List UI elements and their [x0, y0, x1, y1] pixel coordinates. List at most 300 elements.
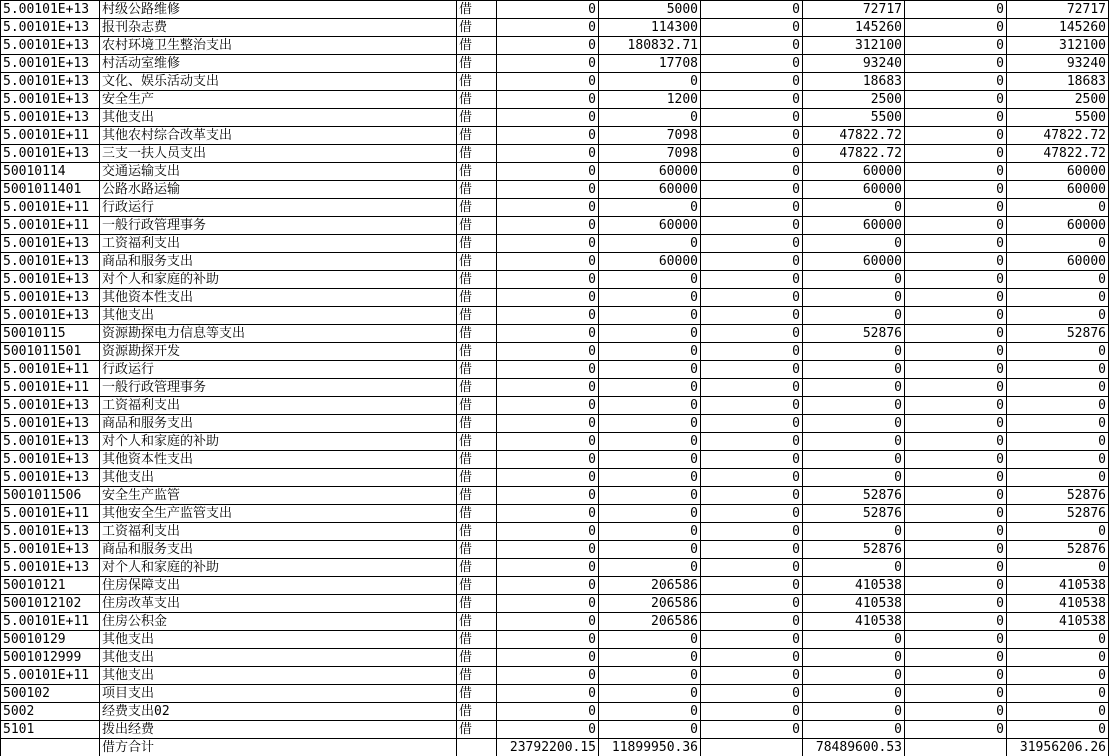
account-code-cell[interactable]: 5.00101E+11	[1, 379, 100, 397]
col4-cell[interactable]: 0	[497, 361, 599, 379]
col8-cell[interactable]: 0	[905, 55, 1007, 73]
col9-cell[interactable]: 0	[1007, 523, 1109, 541]
direction-cell[interactable]: 借	[457, 379, 497, 397]
col4-cell[interactable]: 0	[497, 289, 599, 307]
col7-cell[interactable]: 47822.72	[803, 127, 905, 145]
col6-cell[interactable]: 0	[701, 37, 803, 55]
account-name-cell[interactable]: 其他支出	[100, 667, 457, 685]
col9-cell[interactable]: 93240	[1007, 55, 1109, 73]
account-code-cell[interactable]: 5.00101E+13	[1, 55, 100, 73]
col6-cell[interactable]: 0	[701, 541, 803, 559]
direction-cell[interactable]: 借	[457, 37, 497, 55]
col4-cell[interactable]: 0	[497, 613, 599, 631]
col4-cell[interactable]: 0	[497, 415, 599, 433]
col5-cell[interactable]: 7098	[599, 127, 701, 145]
col4-cell[interactable]: 0	[497, 55, 599, 73]
account-name-cell[interactable]: 对个人和家庭的补助	[100, 559, 457, 577]
col9-cell[interactable]: 145260	[1007, 19, 1109, 37]
col6-cell[interactable]: 0	[701, 415, 803, 433]
col5-cell[interactable]: 0	[599, 307, 701, 325]
col8-cell[interactable]: 0	[905, 271, 1007, 289]
col5-cell[interactable]: 0	[599, 415, 701, 433]
col5-cell[interactable]: 0	[599, 397, 701, 415]
account-code-cell[interactable]: 5.00101E+13	[1, 91, 100, 109]
col5-cell[interactable]: 0	[599, 685, 701, 703]
account-name-cell[interactable]: 村活动室维修	[100, 55, 457, 73]
col8-cell[interactable]: 0	[905, 73, 1007, 91]
col9-cell[interactable]: 72717	[1007, 1, 1109, 19]
col9-cell[interactable]: 31956206.26	[1007, 739, 1109, 756]
col6-cell[interactable]: 0	[701, 685, 803, 703]
col4-cell[interactable]: 0	[497, 379, 599, 397]
direction-cell[interactable]: 借	[457, 523, 497, 541]
col4-cell[interactable]: 0	[497, 451, 599, 469]
direction-cell[interactable]: 借	[457, 109, 497, 127]
direction-cell[interactable]: 借	[457, 577, 497, 595]
col5-cell[interactable]: 0	[599, 235, 701, 253]
col5-cell[interactable]: 17708	[599, 55, 701, 73]
account-name-cell[interactable]: 其他支出	[100, 469, 457, 487]
account-name-cell[interactable]: 安全生产	[100, 91, 457, 109]
account-code-cell[interactable]: 5.00101E+11	[1, 127, 100, 145]
col4-cell[interactable]: 0	[497, 73, 599, 91]
col7-cell[interactable]: 60000	[803, 217, 905, 235]
account-name-cell[interactable]: 对个人和家庭的补助	[100, 433, 457, 451]
account-code-cell[interactable]: 50010129	[1, 631, 100, 649]
col4-cell[interactable]: 0	[497, 577, 599, 595]
account-code-cell[interactable]: 5.00101E+11	[1, 199, 100, 217]
col5-cell[interactable]: 180832.71	[599, 37, 701, 55]
col8-cell[interactable]: 0	[905, 631, 1007, 649]
direction-cell[interactable]: 借	[457, 595, 497, 613]
col9-cell[interactable]: 410538	[1007, 577, 1109, 595]
account-code-cell[interactable]	[1, 739, 100, 756]
direction-cell[interactable]: 借	[457, 271, 497, 289]
col5-cell[interactable]: 206586	[599, 595, 701, 613]
col8-cell[interactable]: 0	[905, 577, 1007, 595]
direction-cell[interactable]: 借	[457, 19, 497, 37]
col8-cell[interactable]: 0	[905, 613, 1007, 631]
col6-cell[interactable]: 0	[701, 73, 803, 91]
col7-cell[interactable]: 0	[803, 361, 905, 379]
account-code-cell[interactable]: 5101	[1, 721, 100, 739]
account-code-cell[interactable]: 5.00101E+13	[1, 289, 100, 307]
col8-cell[interactable]: 0	[905, 703, 1007, 721]
col8-cell[interactable]: 0	[905, 505, 1007, 523]
col6-cell[interactable]: 0	[701, 613, 803, 631]
col9-cell[interactable]: 0	[1007, 289, 1109, 307]
col6-cell[interactable]: 0	[701, 55, 803, 73]
col8-cell[interactable]: 0	[905, 307, 1007, 325]
col9-cell[interactable]: 0	[1007, 667, 1109, 685]
account-code-cell[interactable]: 5.00101E+13	[1, 541, 100, 559]
col4-cell[interactable]: 0	[497, 703, 599, 721]
account-code-cell[interactable]: 5.00101E+13	[1, 271, 100, 289]
col8-cell[interactable]: 0	[905, 523, 1007, 541]
account-code-cell[interactable]: 5.00101E+11	[1, 505, 100, 523]
col9-cell[interactable]: 18683	[1007, 73, 1109, 91]
account-name-cell[interactable]: 项目支出	[100, 685, 457, 703]
account-name-cell[interactable]: 安全生产监管	[100, 487, 457, 505]
col9-cell[interactable]: 52876	[1007, 325, 1109, 343]
col8-cell[interactable]: 0	[905, 649, 1007, 667]
col6-cell[interactable]: 0	[701, 505, 803, 523]
col4-cell[interactable]: 23792200.15	[497, 739, 599, 756]
account-code-cell[interactable]: 50010115	[1, 325, 100, 343]
col9-cell[interactable]: 5500	[1007, 109, 1109, 127]
col6-cell[interactable]: 0	[701, 163, 803, 181]
account-name-cell[interactable]: 工资福利支出	[100, 397, 457, 415]
col8-cell[interactable]: 0	[905, 163, 1007, 181]
col6-cell[interactable]: 0	[701, 253, 803, 271]
col4-cell[interactable]: 0	[497, 469, 599, 487]
direction-cell[interactable]: 借	[457, 451, 497, 469]
account-name-cell[interactable]: 拨出经费	[100, 721, 457, 739]
direction-cell[interactable]: 借	[457, 487, 497, 505]
account-name-cell[interactable]: 村级公路维修	[100, 1, 457, 19]
col6-cell[interactable]: 0	[701, 19, 803, 37]
account-code-cell[interactable]: 5001012102	[1, 595, 100, 613]
col6-cell[interactable]: 0	[701, 199, 803, 217]
account-name-cell[interactable]: 交通运输支出	[100, 163, 457, 181]
account-name-cell[interactable]: 农村环境卫生整治支出	[100, 37, 457, 55]
col9-cell[interactable]: 0	[1007, 469, 1109, 487]
account-code-cell[interactable]: 5.00101E+11	[1, 613, 100, 631]
account-name-cell[interactable]: 报刊杂志费	[100, 19, 457, 37]
direction-cell[interactable]: 借	[457, 721, 497, 739]
account-code-cell[interactable]: 5.00101E+13	[1, 523, 100, 541]
col9-cell[interactable]: 0	[1007, 307, 1109, 325]
col8-cell[interactable]: 0	[905, 145, 1007, 163]
col5-cell[interactable]: 60000	[599, 217, 701, 235]
col9-cell[interactable]: 52876	[1007, 541, 1109, 559]
account-code-cell[interactable]: 5.00101E+13	[1, 109, 100, 127]
direction-cell[interactable]: 借	[457, 541, 497, 559]
col7-cell[interactable]: 78489600.53	[803, 739, 905, 756]
direction-cell[interactable]: 借	[457, 289, 497, 307]
col5-cell[interactable]: 206586	[599, 613, 701, 631]
account-code-cell[interactable]: 5.00101E+13	[1, 307, 100, 325]
col4-cell[interactable]: 0	[497, 19, 599, 37]
col4-cell[interactable]: 0	[497, 253, 599, 271]
col6-cell[interactable]: 0	[701, 577, 803, 595]
col5-cell[interactable]: 0	[599, 523, 701, 541]
account-code-cell[interactable]: 5.00101E+13	[1, 415, 100, 433]
col5-cell[interactable]: 60000	[599, 253, 701, 271]
direction-cell[interactable]: 借	[457, 505, 497, 523]
col6-cell[interactable]: 0	[701, 307, 803, 325]
direction-cell[interactable]: 借	[457, 685, 497, 703]
col7-cell[interactable]: 52876	[803, 505, 905, 523]
col6-cell[interactable]: 0	[701, 703, 803, 721]
col6-cell[interactable]: 0	[701, 361, 803, 379]
account-code-cell[interactable]: 5001011401	[1, 181, 100, 199]
direction-cell[interactable]: 借	[457, 91, 497, 109]
col9-cell[interactable]: 0	[1007, 721, 1109, 739]
col9-cell[interactable]: 0	[1007, 199, 1109, 217]
col4-cell[interactable]: 0	[497, 163, 599, 181]
col7-cell[interactable]: 5500	[803, 109, 905, 127]
account-name-cell[interactable]: 借方合计	[100, 739, 457, 756]
col8-cell[interactable]: 0	[905, 1, 1007, 19]
col7-cell[interactable]: 18683	[803, 73, 905, 91]
col9-cell[interactable]: 2500	[1007, 91, 1109, 109]
col5-cell[interactable]: 60000	[599, 163, 701, 181]
col6-cell[interactable]: 0	[701, 343, 803, 361]
account-code-cell[interactable]: 5.00101E+11	[1, 361, 100, 379]
account-code-cell[interactable]: 5.00101E+13	[1, 559, 100, 577]
col5-cell[interactable]: 0	[599, 379, 701, 397]
col6-cell[interactable]: 0	[701, 631, 803, 649]
col9-cell[interactable]: 0	[1007, 631, 1109, 649]
col6-cell[interactable]: 0	[701, 433, 803, 451]
col7-cell[interactable]: 0	[803, 559, 905, 577]
col7-cell[interactable]: 52876	[803, 325, 905, 343]
col9-cell[interactable]: 0	[1007, 451, 1109, 469]
col9-cell[interactable]: 47822.72	[1007, 145, 1109, 163]
direction-cell[interactable]: 借	[457, 433, 497, 451]
col8-cell[interactable]: 0	[905, 289, 1007, 307]
col7-cell[interactable]: 0	[803, 289, 905, 307]
account-name-cell[interactable]: 资源勘探电力信息等支出	[100, 325, 457, 343]
direction-cell[interactable]: 借	[457, 73, 497, 91]
col4-cell[interactable]: 0	[497, 685, 599, 703]
col5-cell[interactable]: 0	[599, 73, 701, 91]
account-code-cell[interactable]: 5.00101E+13	[1, 469, 100, 487]
col8-cell[interactable]: 0	[905, 217, 1007, 235]
col6-cell[interactable]: 0	[701, 271, 803, 289]
direction-cell[interactable]: 借	[457, 325, 497, 343]
account-code-cell[interactable]: 50010121	[1, 577, 100, 595]
col5-cell[interactable]: 0	[599, 487, 701, 505]
account-name-cell[interactable]: 工资福利支出	[100, 235, 457, 253]
direction-cell[interactable]: 借	[457, 649, 497, 667]
col6-cell[interactable]: 0	[701, 397, 803, 415]
col6-cell[interactable]: 0	[701, 1, 803, 19]
direction-cell[interactable]: 借	[457, 343, 497, 361]
col5-cell[interactable]: 0	[599, 199, 701, 217]
account-code-cell[interactable]: 5.00101E+11	[1, 217, 100, 235]
col8-cell[interactable]: 0	[905, 343, 1007, 361]
account-code-cell[interactable]: 5.00101E+11	[1, 667, 100, 685]
col6-cell[interactable]: 0	[701, 649, 803, 667]
col5-cell[interactable]: 7098	[599, 145, 701, 163]
account-code-cell[interactable]: 5001012999	[1, 649, 100, 667]
col9-cell[interactable]: 0	[1007, 559, 1109, 577]
col9-cell[interactable]: 52876	[1007, 505, 1109, 523]
col8-cell[interactable]: 0	[905, 685, 1007, 703]
col4-cell[interactable]: 0	[497, 109, 599, 127]
col8-cell[interactable]	[905, 739, 1007, 756]
col9-cell[interactable]: 410538	[1007, 595, 1109, 613]
col7-cell[interactable]: 47822.72	[803, 145, 905, 163]
account-name-cell[interactable]: 商品和服务支出	[100, 541, 457, 559]
col5-cell[interactable]: 0	[599, 109, 701, 127]
col5-cell[interactable]: 0	[599, 649, 701, 667]
col8-cell[interactable]: 0	[905, 127, 1007, 145]
direction-cell[interactable]: 借	[457, 613, 497, 631]
col4-cell[interactable]: 0	[497, 217, 599, 235]
col8-cell[interactable]: 0	[905, 325, 1007, 343]
col4-cell[interactable]: 0	[497, 721, 599, 739]
col7-cell[interactable]: 0	[803, 469, 905, 487]
account-name-cell[interactable]: 住房改革支出	[100, 595, 457, 613]
col6-cell[interactable]: 0	[701, 721, 803, 739]
direction-cell[interactable]: 借	[457, 235, 497, 253]
col9-cell[interactable]: 60000	[1007, 253, 1109, 271]
account-name-cell[interactable]: 一般行政管理事务	[100, 379, 457, 397]
direction-cell[interactable]: 借	[457, 217, 497, 235]
account-name-cell[interactable]: 经费支出02	[100, 703, 457, 721]
account-code-cell[interactable]: 5.00101E+13	[1, 235, 100, 253]
account-name-cell[interactable]: 一般行政管理事务	[100, 217, 457, 235]
col7-cell[interactable]: 60000	[803, 163, 905, 181]
direction-cell[interactable]: 借	[457, 1, 497, 19]
col5-cell[interactable]: 0	[599, 451, 701, 469]
col8-cell[interactable]: 0	[905, 469, 1007, 487]
account-name-cell[interactable]: 公路水路运输	[100, 181, 457, 199]
col6-cell[interactable]: 0	[701, 523, 803, 541]
col8-cell[interactable]: 0	[905, 19, 1007, 37]
col6-cell[interactable]: 0	[701, 289, 803, 307]
account-name-cell[interactable]: 其他支出	[100, 109, 457, 127]
col8-cell[interactable]: 0	[905, 235, 1007, 253]
col7-cell[interactable]: 93240	[803, 55, 905, 73]
col7-cell[interactable]: 0	[803, 685, 905, 703]
account-code-cell[interactable]: 5.00101E+13	[1, 37, 100, 55]
col5-cell[interactable]: 0	[599, 343, 701, 361]
col4-cell[interactable]: 0	[497, 433, 599, 451]
col7-cell[interactable]: 0	[803, 523, 905, 541]
col8-cell[interactable]: 0	[905, 415, 1007, 433]
col9-cell[interactable]: 0	[1007, 703, 1109, 721]
direction-cell[interactable]: 借	[457, 307, 497, 325]
col8-cell[interactable]: 0	[905, 379, 1007, 397]
col6-cell[interactable]: 0	[701, 379, 803, 397]
account-name-cell[interactable]: 其他安全生产监管支出	[100, 505, 457, 523]
col7-cell[interactable]: 0	[803, 703, 905, 721]
col7-cell[interactable]: 145260	[803, 19, 905, 37]
account-name-cell[interactable]: 行政运行	[100, 361, 457, 379]
col5-cell[interactable]: 206586	[599, 577, 701, 595]
direction-cell[interactable]	[457, 739, 497, 756]
col8-cell[interactable]: 0	[905, 91, 1007, 109]
account-code-cell[interactable]: 5.00101E+13	[1, 73, 100, 91]
col8-cell[interactable]: 0	[905, 397, 1007, 415]
col4-cell[interactable]: 0	[497, 199, 599, 217]
col9-cell[interactable]: 60000	[1007, 217, 1109, 235]
account-name-cell[interactable]: 行政运行	[100, 199, 457, 217]
col8-cell[interactable]: 0	[905, 37, 1007, 55]
direction-cell[interactable]: 借	[457, 397, 497, 415]
col5-cell[interactable]: 0	[599, 721, 701, 739]
col4-cell[interactable]: 0	[497, 37, 599, 55]
col9-cell[interactable]: 60000	[1007, 181, 1109, 199]
col4-cell[interactable]: 0	[497, 631, 599, 649]
col7-cell[interactable]: 0	[803, 343, 905, 361]
col7-cell[interactable]: 0	[803, 667, 905, 685]
account-code-cell[interactable]: 5.00101E+13	[1, 19, 100, 37]
col9-cell[interactable]: 0	[1007, 433, 1109, 451]
col5-cell[interactable]: 11899950.36	[599, 739, 701, 756]
col7-cell[interactable]: 410538	[803, 613, 905, 631]
col7-cell[interactable]: 0	[803, 397, 905, 415]
account-code-cell[interactable]: 5.00101E+13	[1, 145, 100, 163]
direction-cell[interactable]: 借	[457, 145, 497, 163]
account-code-cell[interactable]: 5.00101E+13	[1, 253, 100, 271]
col5-cell[interactable]: 0	[599, 505, 701, 523]
col6-cell[interactable]: 0	[701, 127, 803, 145]
col9-cell[interactable]: 47822.72	[1007, 127, 1109, 145]
account-name-cell[interactable]: 其他农村综合改革支出	[100, 127, 457, 145]
col4-cell[interactable]: 0	[497, 487, 599, 505]
col7-cell[interactable]: 2500	[803, 91, 905, 109]
col8-cell[interactable]: 0	[905, 595, 1007, 613]
direction-cell[interactable]: 借	[457, 415, 497, 433]
col5-cell[interactable]: 0	[599, 667, 701, 685]
col9-cell[interactable]: 0	[1007, 361, 1109, 379]
account-code-cell[interactable]: 5002	[1, 703, 100, 721]
col7-cell[interactable]: 72717	[803, 1, 905, 19]
col6-cell[interactable]: 0	[701, 451, 803, 469]
col5-cell[interactable]: 0	[599, 361, 701, 379]
col7-cell[interactable]: 0	[803, 721, 905, 739]
col7-cell[interactable]: 52876	[803, 541, 905, 559]
account-code-cell[interactable]: 5.00101E+13	[1, 433, 100, 451]
col8-cell[interactable]: 0	[905, 109, 1007, 127]
account-code-cell[interactable]: 5.00101E+13	[1, 397, 100, 415]
col5-cell[interactable]: 1200	[599, 91, 701, 109]
col5-cell[interactable]: 0	[599, 469, 701, 487]
col5-cell[interactable]: 0	[599, 541, 701, 559]
col6-cell[interactable]: 0	[701, 181, 803, 199]
col8-cell[interactable]: 0	[905, 559, 1007, 577]
direction-cell[interactable]: 借	[457, 253, 497, 271]
col9-cell[interactable]: 312100	[1007, 37, 1109, 55]
col7-cell[interactable]: 410538	[803, 577, 905, 595]
col8-cell[interactable]: 0	[905, 433, 1007, 451]
col6-cell[interactable]: 0	[701, 91, 803, 109]
col7-cell[interactable]: 0	[803, 433, 905, 451]
col4-cell[interactable]: 0	[497, 145, 599, 163]
col5-cell[interactable]: 5000	[599, 1, 701, 19]
account-name-cell[interactable]: 资源勘探开发	[100, 343, 457, 361]
col4-cell[interactable]: 0	[497, 91, 599, 109]
col4-cell[interactable]: 0	[497, 325, 599, 343]
col4-cell[interactable]: 0	[497, 595, 599, 613]
account-name-cell[interactable]: 三支一扶人员支出	[100, 145, 457, 163]
account-name-cell[interactable]: 商品和服务支出	[100, 415, 457, 433]
direction-cell[interactable]: 借	[457, 703, 497, 721]
account-name-cell[interactable]: 其他支出	[100, 631, 457, 649]
col4-cell[interactable]: 0	[497, 559, 599, 577]
col4-cell[interactable]: 0	[497, 307, 599, 325]
col5-cell[interactable]: 0	[599, 271, 701, 289]
col7-cell[interactable]: 0	[803, 451, 905, 469]
direction-cell[interactable]: 借	[457, 559, 497, 577]
direction-cell[interactable]: 借	[457, 55, 497, 73]
col7-cell[interactable]: 60000	[803, 181, 905, 199]
account-name-cell[interactable]: 商品和服务支出	[100, 253, 457, 271]
col9-cell[interactable]: 0	[1007, 379, 1109, 397]
col6-cell[interactable]	[701, 739, 803, 756]
col8-cell[interactable]: 0	[905, 199, 1007, 217]
account-name-cell[interactable]: 住房保障支出	[100, 577, 457, 595]
account-code-cell[interactable]: 50010114	[1, 163, 100, 181]
col6-cell[interactable]: 0	[701, 487, 803, 505]
col5-cell[interactable]: 114300	[599, 19, 701, 37]
col4-cell[interactable]: 0	[497, 235, 599, 253]
